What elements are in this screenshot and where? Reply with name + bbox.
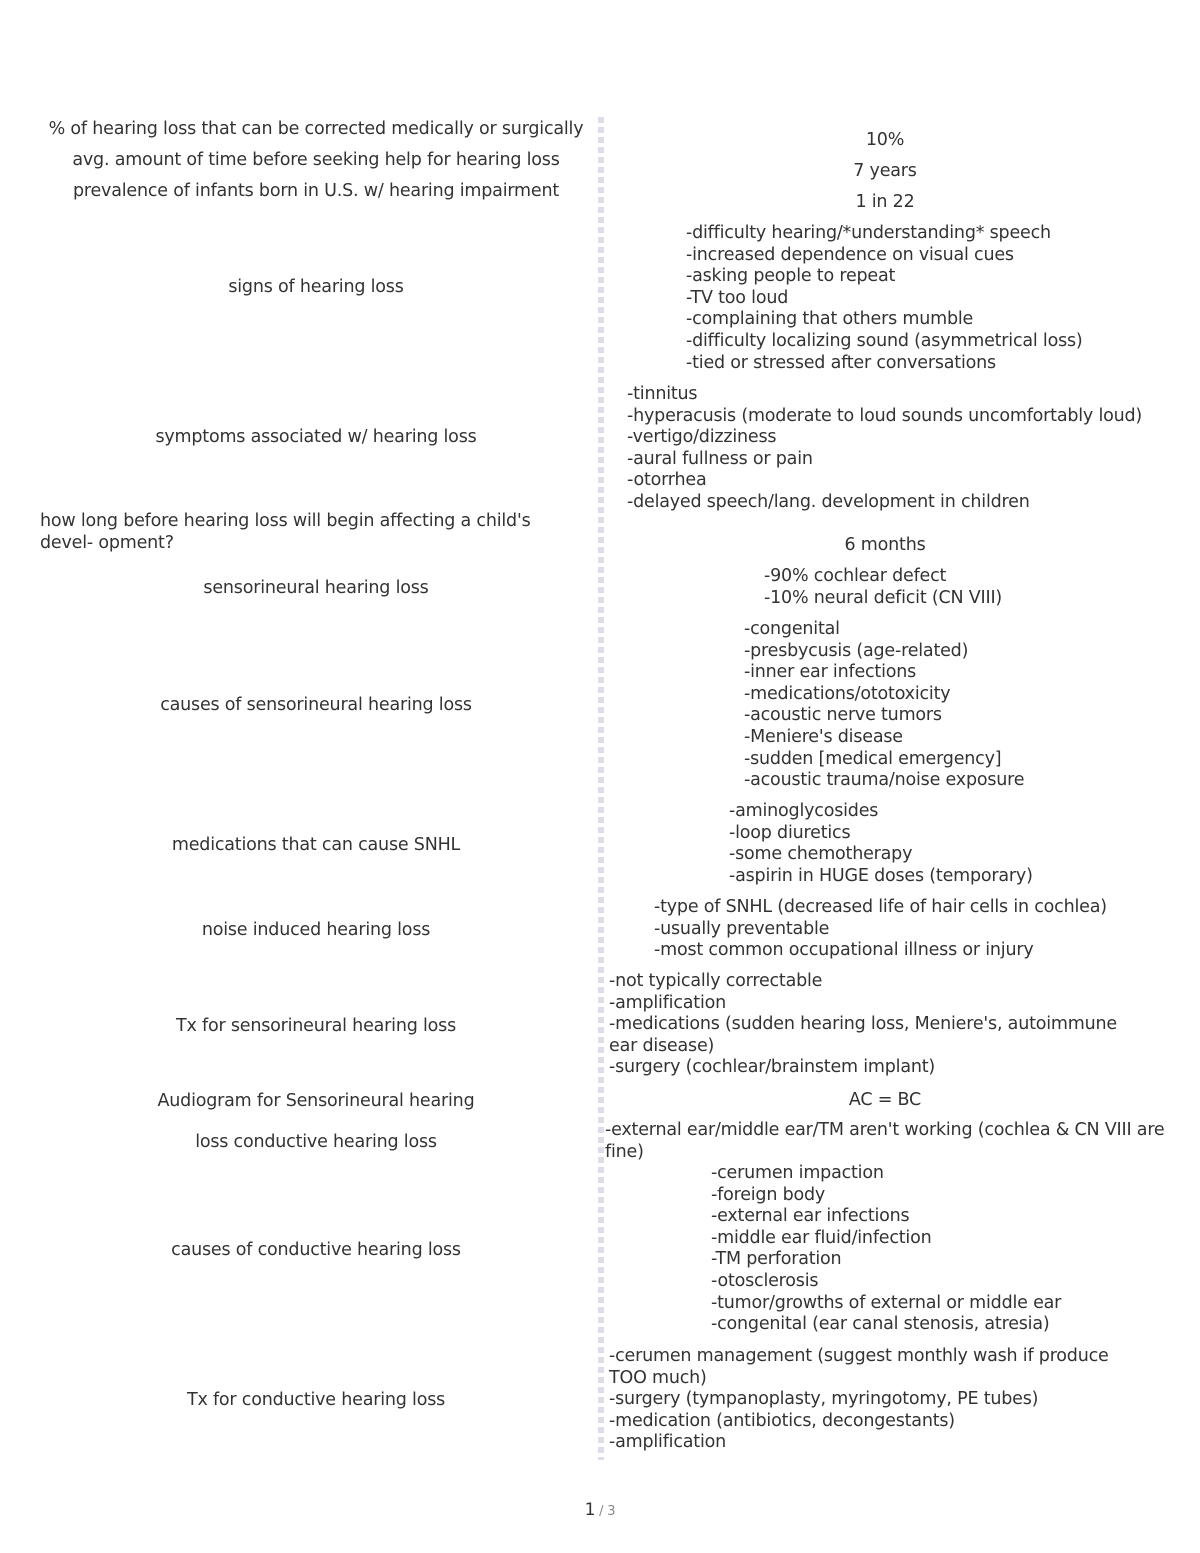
definition-line: -type of SNHL (decreased life of hair cells in cochlea) [654, 897, 1107, 917]
definition-line: -otosclerosis [711, 1270, 819, 1291]
card-definition [609, 971, 1144, 1079]
definition-line: AC = BC [848, 1090, 922, 1110]
definition-line: -aural fullness or pain [627, 448, 813, 469]
card-term: signs of hearing loss [228, 277, 404, 297]
definition-line: -aminoglycosides [729, 801, 879, 821]
definition-line: -medications/ototoxicity [744, 683, 951, 704]
definition-line: -external ear/middle ear/TM aren't working (cochlea & CN VIII are fine) [605, 1120, 1165, 1162]
definition-line: -external ear infections [711, 1206, 910, 1227]
definition-line: -90% cochlear defect [764, 566, 947, 586]
definition-line: -medication (antibiotics, decongestants) [609, 1410, 955, 1431]
definition-line: -acoustic trauma/noise exposure [744, 770, 1025, 791]
definition-line: -TM perforation [711, 1249, 842, 1270]
definition-line: 7 years [853, 161, 917, 181]
card-definition [609, 1346, 1129, 1454]
definition-line: -cerumen management (suggest monthly wash if produce TOO much) [609, 1346, 1109, 1388]
definition-line: -surgery (cochlear/brainstem implant) [609, 1057, 936, 1078]
card-term: causes of conductive hearing loss [171, 1240, 461, 1260]
card-term: loss conductive hearing loss [195, 1132, 437, 1152]
definition-line: -cerumen impaction [711, 1163, 884, 1183]
card-definition [610, 1090, 1160, 1112]
definition-line: -delayed speech/lang. development in children [627, 491, 1030, 512]
definition-line: -surgery (tympanoplasty, myringotomy, PE tubes) [609, 1389, 1039, 1410]
definition-line: -Meniere's disease [744, 726, 903, 747]
card-definition [610, 130, 1160, 152]
total-pages: 3 [607, 1504, 616, 1519]
card-term: % of hearing loss that can be corrected medically or surgically [48, 119, 584, 139]
definition-line: -TV too loud [686, 287, 789, 308]
card-definition [610, 161, 1160, 183]
card-term: sensorineural hearing loss [203, 578, 429, 598]
card-term: Audiogram for Sensorineural hearing [157, 1091, 475, 1111]
definition-line: -loop diuretics [729, 822, 851, 843]
definition-line: -inner ear infections [744, 662, 917, 683]
definition-line: -difficulty localizing sound (asymmetrical loss) [686, 330, 1083, 351]
definition-line: -acoustic nerve tumors [744, 705, 942, 726]
definition-line: -middle ear fluid/infection [711, 1227, 932, 1248]
definition-line: -vertigo/dizziness [627, 427, 777, 448]
definition-line: -congenital [744, 619, 840, 639]
card-term: prevalence of infants born in U.S. w/ hearing impairment [72, 181, 560, 201]
definition-line: 6 months [844, 535, 926, 555]
definition-line: -sudden [medical emergency] [744, 748, 1002, 769]
page-separator: / [595, 1504, 608, 1519]
card-definition [729, 801, 1033, 887]
definition-line: 10% [865, 130, 905, 150]
definition-line: -otorrhea [627, 470, 707, 491]
card-term: Tx for conductive hearing loss [186, 1390, 446, 1410]
page-indicator [0, 1500, 1200, 1520]
definition-line: -hyperacusis (moderate to loud sounds uncomfortably loud) [627, 405, 1143, 426]
card-term: noise induced hearing loss [201, 920, 431, 940]
definition-line: -not typically correctable [609, 971, 823, 991]
definition-line: -tied or stressed after conversations [686, 352, 996, 373]
definition-line: -complaining that others mumble [686, 309, 974, 330]
definition-line: -some chemotherapy [729, 844, 913, 865]
card-definition [744, 619, 1024, 792]
definition-line: -increased dependence on visual cues [686, 244, 1014, 265]
definition-line: -tinnitus [627, 384, 698, 404]
card-term: medications that can cause SNHL [171, 835, 461, 855]
card-definition [627, 384, 1142, 514]
definition-line: -amplification [609, 1432, 727, 1453]
column-divider [598, 117, 604, 1460]
definition-line: -difficulty hearing/*understanding* speech [686, 223, 1051, 243]
card-definition [711, 1163, 1061, 1336]
card-definition [610, 535, 1160, 557]
definition-line: -presbycusis (age-related) [744, 640, 969, 661]
card-definition [654, 897, 1107, 962]
card-term: symptoms associated w/ hearing loss [155, 427, 477, 447]
card-definition [686, 223, 1083, 374]
current-page: 1 [584, 1500, 596, 1520]
definition-line: -congenital (ear canal stenosis, atresia) [711, 1314, 1050, 1335]
definition-line: -10% neural deficit (CN VIII) [764, 587, 1003, 608]
definition-line: -amplification [609, 992, 727, 1013]
definition-line: -tumor/growths of external or middle ear [711, 1292, 1062, 1313]
card-term: causes of sensorineural hearing loss [160, 695, 472, 715]
definition-line: -foreign body [711, 1184, 826, 1205]
definition-line: -medications (sudden hearing loss, Meniere's, autoimmune ear disease) [609, 1014, 1117, 1056]
definition-line: -aspirin in HUGE doses (temporary) [729, 865, 1033, 886]
card-term: avg. amount of time before seeking help for hearing loss [72, 150, 560, 170]
definition-line: -asking people to repeat [686, 266, 896, 287]
card-definition [764, 566, 1002, 609]
definition-line: -most common occupational illness or injury [654, 940, 1034, 961]
definition-line: 1 in 22 [855, 192, 915, 212]
card-term: Tx for sensorineural hearing loss [176, 1016, 456, 1036]
card-definition [610, 192, 1160, 214]
definition-line: -usually preventable [654, 918, 830, 939]
card-term: how long before hearing loss will begin affecting a child's devel- opment? [40, 511, 531, 553]
card-definition [605, 1120, 1180, 1163]
